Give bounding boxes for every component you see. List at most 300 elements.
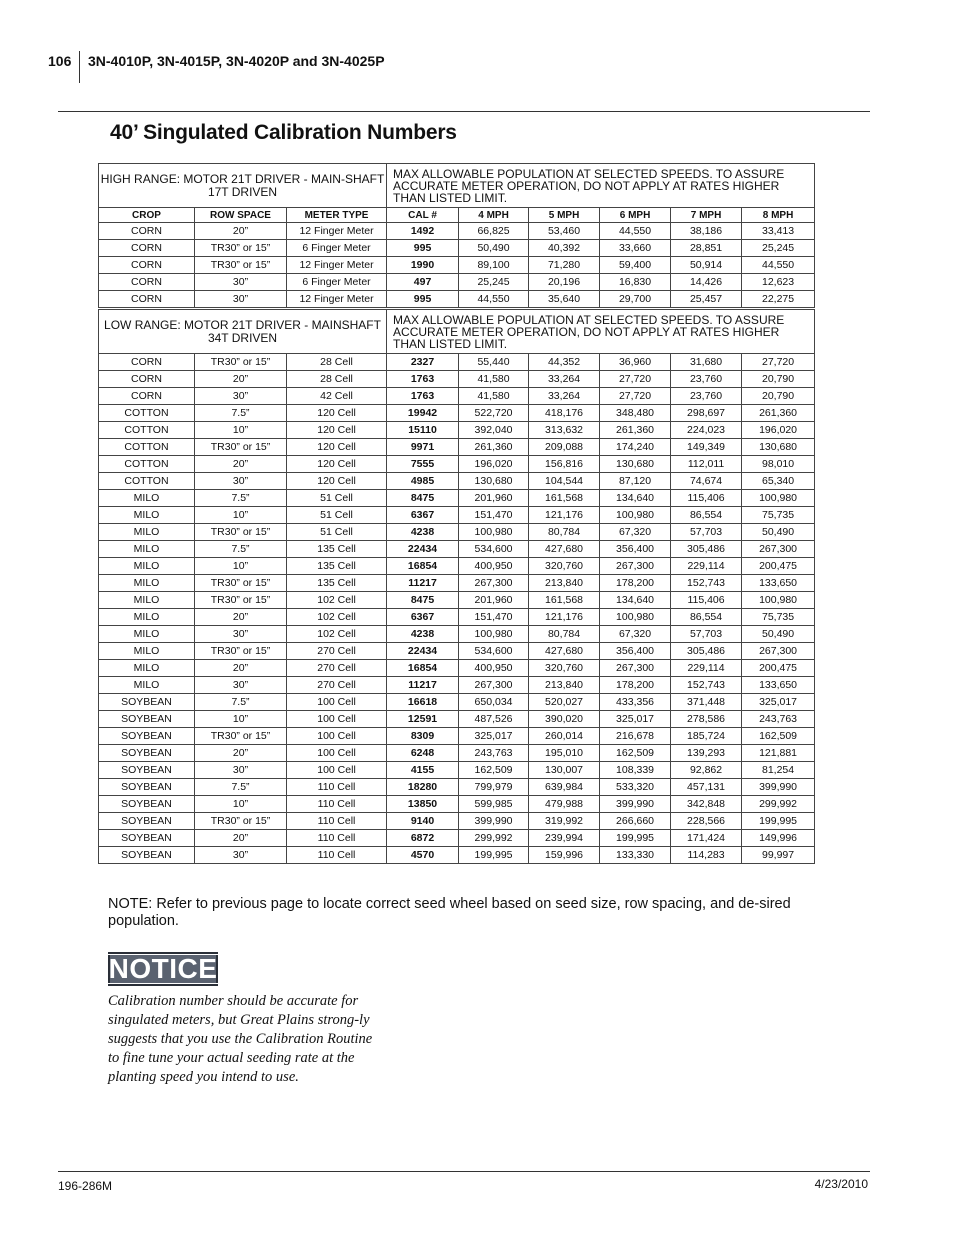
- table-cell: 497: [387, 274, 459, 291]
- table-row: [99, 422, 815, 439]
- column-header: CROP: [99, 208, 195, 223]
- column-header: 7 MPH: [671, 208, 742, 223]
- table-cell: 13850: [387, 796, 459, 813]
- table-cell: 44,550: [459, 291, 529, 309]
- document-title: 3N-4010P, 3N-4015P, 3N-4020P and 3N-4025P: [88, 53, 385, 69]
- table-cell: CORN: [99, 257, 195, 274]
- table-cell: SOYBEAN: [99, 796, 195, 813]
- table-cell: 110 Cell: [287, 779, 387, 796]
- table-cell: 57,703: [671, 524, 742, 541]
- table-cell: 51 Cell: [287, 507, 387, 524]
- notice-badge: [108, 952, 218, 986]
- table-cell: 33,660: [600, 240, 671, 257]
- table-cell: 418,176: [529, 405, 600, 422]
- table-cell: 20”: [195, 745, 287, 762]
- column-header: 5 MPH: [529, 208, 600, 223]
- table-cell: 40,392: [529, 240, 600, 257]
- table-cell: 115,406: [671, 490, 742, 507]
- table-cell: 41,580: [459, 371, 529, 388]
- table-cell: 87,120: [600, 473, 671, 490]
- notice-body: Calibration number should be accurate for singulated meters, but Great Plains strong-ly suggests that you use the Calibration Routine to fine tune your actual seeding rate at the planting speed you intend to use.: [108, 993, 373, 1085]
- table-cell: 319,992: [529, 813, 600, 830]
- table-cell: 457,131: [671, 779, 742, 796]
- table-cell: 213,840: [529, 575, 600, 592]
- table-cell: 120 Cell: [287, 473, 387, 490]
- table-cell: 325,017: [742, 694, 815, 711]
- table-cell: 400,950: [459, 558, 529, 575]
- table-cell: 29,700: [600, 291, 671, 309]
- table-cell: 139,293: [671, 745, 742, 762]
- table-cell: MILO: [99, 609, 195, 626]
- table-cell: 1990: [387, 257, 459, 274]
- table-cell: 178,200: [600, 575, 671, 592]
- table-cell: 299,992: [742, 796, 815, 813]
- table-cell: MILO: [99, 643, 195, 660]
- table-cell: 102 Cell: [287, 609, 387, 626]
- table-row: [99, 291, 815, 309]
- table-cell: 120 Cell: [287, 405, 387, 422]
- table-cell: 162,509: [600, 745, 671, 762]
- table-cell: 20”: [195, 609, 287, 626]
- page-number: 106: [48, 53, 72, 69]
- table-row: [99, 257, 815, 274]
- table-cell: 134,640: [600, 592, 671, 609]
- table-cell: 133,650: [742, 677, 815, 694]
- table-cell: 10”: [195, 711, 287, 728]
- table-cell: 110 Cell: [287, 847, 387, 864]
- table-cell: MILO: [99, 558, 195, 575]
- table-row: [99, 728, 815, 745]
- table-row: [99, 354, 815, 371]
- table-cell: MILO: [99, 677, 195, 694]
- table-cell: 267,300: [459, 677, 529, 694]
- document-number: 196-286M: [58, 1179, 113, 1193]
- table-cell: 1763: [387, 371, 459, 388]
- table-cell: 200,475: [742, 558, 815, 575]
- table-cell: 267,300: [600, 558, 671, 575]
- table-cell: 229,114: [671, 660, 742, 677]
- table-row: [99, 779, 815, 796]
- table-cell: 298,697: [671, 405, 742, 422]
- table-cell: 243,763: [742, 711, 815, 728]
- low-range-description: LOW RANGE: MOTOR 21T DRIVER - MAINSHAFT 34T DRIVEN: [99, 309, 387, 354]
- table-cell: 30”: [195, 291, 287, 309]
- table-row: [99, 456, 815, 473]
- table-cell: 4570: [387, 847, 459, 864]
- table-cell: 121,881: [742, 745, 815, 762]
- table-cell: 120 Cell: [287, 456, 387, 473]
- table-cell: 28,851: [671, 240, 742, 257]
- table-row: [99, 711, 815, 728]
- table-cell: 102 Cell: [287, 592, 387, 609]
- table-cell: 200,475: [742, 660, 815, 677]
- table-cell: COTTON: [99, 439, 195, 456]
- table-cell: COTTON: [99, 422, 195, 439]
- table-cell: 6367: [387, 609, 459, 626]
- table-cell: 399,990: [600, 796, 671, 813]
- table-cell: 152,743: [671, 575, 742, 592]
- table-cell: TR30” or 15”: [195, 728, 287, 745]
- table-cell: SOYBEAN: [99, 745, 195, 762]
- table-cell: SOYBEAN: [99, 711, 195, 728]
- table-cell: 599,985: [459, 796, 529, 813]
- table-cell: 67,320: [600, 524, 671, 541]
- table-cell: 161,568: [529, 592, 600, 609]
- table-cell: 534,600: [459, 643, 529, 660]
- table-cell: 81,254: [742, 762, 815, 779]
- table-cell: MILO: [99, 524, 195, 541]
- table-cell: 100,980: [459, 626, 529, 643]
- table-cell: 196,020: [742, 422, 815, 439]
- column-header: CAL #: [387, 208, 459, 223]
- table-cell: 171,424: [671, 830, 742, 847]
- low-range-limit-note: MAX ALLOWABLE POPULATION AT SELECTED SPEEDS. TO ASSURE ACCURATE METER OPERATION, DO NOT APPLY AT RATES HIGHER THAN LISTED LIMIT.: [387, 309, 815, 354]
- table-row: [99, 473, 815, 490]
- table-cell: 100,980: [459, 524, 529, 541]
- table-cell: 110 Cell: [287, 830, 387, 847]
- table-row: [99, 847, 815, 864]
- table-cell: 8475: [387, 592, 459, 609]
- table-cell: 7.5”: [195, 405, 287, 422]
- table-cell: 30”: [195, 473, 287, 490]
- table-cell: 522,720: [459, 405, 529, 422]
- table-cell: 427,680: [529, 643, 600, 660]
- table-cell: 213,840: [529, 677, 600, 694]
- table-cell: MILO: [99, 660, 195, 677]
- table-cell: SOYBEAN: [99, 694, 195, 711]
- table-cell: CORN: [99, 354, 195, 371]
- table-cell: TR30” or 15”: [195, 813, 287, 830]
- table-cell: 487,526: [459, 711, 529, 728]
- table-cell: 75,735: [742, 507, 815, 524]
- table-cell: 267,300: [742, 643, 815, 660]
- table-row: [99, 439, 815, 456]
- table-cell: 20”: [195, 223, 287, 240]
- top-rule: [58, 111, 870, 112]
- table-cell: 239,994: [529, 830, 600, 847]
- table-cell: 30”: [195, 677, 287, 694]
- table-row: [99, 660, 815, 677]
- table-cell: SOYBEAN: [99, 728, 195, 745]
- table-row: [99, 507, 815, 524]
- table-cell: 229,114: [671, 558, 742, 575]
- table-cell: 6 Finger Meter: [287, 274, 387, 291]
- table-cell: COTTON: [99, 405, 195, 422]
- table-cell: 267,300: [600, 660, 671, 677]
- table-cell: 201,960: [459, 490, 529, 507]
- table-cell: 71,280: [529, 257, 600, 274]
- table-cell: MILO: [99, 541, 195, 558]
- table-cell: 7.5”: [195, 779, 287, 796]
- table-cell: 162,509: [459, 762, 529, 779]
- table-row: [99, 677, 815, 694]
- table-cell: 639,984: [529, 779, 600, 796]
- column-header: METER TYPE: [287, 208, 387, 223]
- table-row: [99, 371, 815, 388]
- table-row: [99, 388, 815, 405]
- table-cell: TR30” or 15”: [195, 240, 287, 257]
- table-cell: 25,245: [459, 274, 529, 291]
- table-cell: 209,088: [529, 439, 600, 456]
- table-cell: 4238: [387, 524, 459, 541]
- bottom-rule: [58, 1171, 870, 1172]
- table-cell: 325,017: [459, 728, 529, 745]
- table-cell: 392,040: [459, 422, 529, 439]
- column-header-row: [99, 208, 815, 223]
- table-cell: 135 Cell: [287, 575, 387, 592]
- table-cell: SOYBEAN: [99, 779, 195, 796]
- table-cell: 30”: [195, 762, 287, 779]
- table-cell: 12591: [387, 711, 459, 728]
- table-cell: 479,988: [529, 796, 600, 813]
- table-row: [99, 240, 815, 257]
- high-range-limit-note: MAX ALLOWABLE POPULATION AT SELECTED SPEEDS. TO ASSURE ACCURATE METER OPERATION, DO NOT APPLY AT RATES HIGHER THAN LISTED LIMIT.: [387, 164, 815, 208]
- table-cell: 16854: [387, 558, 459, 575]
- table-row: [99, 609, 815, 626]
- table-cell: SOYBEAN: [99, 847, 195, 864]
- table-cell: 53,460: [529, 223, 600, 240]
- table-cell: 110 Cell: [287, 796, 387, 813]
- table-cell: 196,020: [459, 456, 529, 473]
- table-cell: 4985: [387, 473, 459, 490]
- table-cell: 121,176: [529, 609, 600, 626]
- table-cell: 19942: [387, 405, 459, 422]
- table-cell: 267,300: [742, 541, 815, 558]
- table-cell: 33,264: [529, 388, 600, 405]
- table-cell: 100,980: [600, 507, 671, 524]
- table-cell: 278,586: [671, 711, 742, 728]
- table-cell: COTTON: [99, 473, 195, 490]
- table-cell: CORN: [99, 388, 195, 405]
- table-cell: SOYBEAN: [99, 830, 195, 847]
- table-cell: 270 Cell: [287, 677, 387, 694]
- table-cell: 16854: [387, 660, 459, 677]
- table-cell: 28 Cell: [287, 354, 387, 371]
- table-cell: 390,020: [529, 711, 600, 728]
- table-cell: 25,245: [742, 240, 815, 257]
- column-header: 6 MPH: [600, 208, 671, 223]
- table-cell: 356,400: [600, 541, 671, 558]
- table-cell: 100 Cell: [287, 745, 387, 762]
- table-cell: TR30” or 15”: [195, 524, 287, 541]
- table-cell: 99,997: [742, 847, 815, 864]
- table-cell: 20,790: [742, 388, 815, 405]
- table-cell: 27,720: [742, 354, 815, 371]
- table-cell: 134,640: [600, 490, 671, 507]
- table-cell: 149,996: [742, 830, 815, 847]
- table-cell: 8309: [387, 728, 459, 745]
- table-cell: 20”: [195, 660, 287, 677]
- table-cell: 151,470: [459, 507, 529, 524]
- table-cell: 305,486: [671, 643, 742, 660]
- table-cell: 348,480: [600, 405, 671, 422]
- table-cell: 30”: [195, 626, 287, 643]
- table-cell: 50,490: [459, 240, 529, 257]
- calibration-table: [98, 163, 815, 864]
- table-cell: 16618: [387, 694, 459, 711]
- table-cell: 356,400: [600, 643, 671, 660]
- table-cell: 16,830: [600, 274, 671, 291]
- table-cell: MILO: [99, 575, 195, 592]
- table-cell: 100 Cell: [287, 728, 387, 745]
- table-cell: 162,509: [742, 728, 815, 745]
- table-cell: 57,703: [671, 626, 742, 643]
- table-cell: 270 Cell: [287, 660, 387, 677]
- table-cell: CORN: [99, 223, 195, 240]
- table-cell: 10”: [195, 422, 287, 439]
- table-cell: 120 Cell: [287, 422, 387, 439]
- table-cell: 261,360: [742, 405, 815, 422]
- table-cell: 133,650: [742, 575, 815, 592]
- table-cell: 30”: [195, 274, 287, 291]
- table-cell: 7.5”: [195, 694, 287, 711]
- table-cell: MILO: [99, 490, 195, 507]
- table-cell: 399,990: [459, 813, 529, 830]
- table-cell: 199,995: [600, 830, 671, 847]
- table-cell: 98,010: [742, 456, 815, 473]
- table-cell: 6 Finger Meter: [287, 240, 387, 257]
- table-cell: 243,763: [459, 745, 529, 762]
- table-cell: 149,349: [671, 439, 742, 456]
- table-cell: 55,440: [459, 354, 529, 371]
- table-cell: 12 Finger Meter: [287, 223, 387, 240]
- table-cell: 130,680: [459, 473, 529, 490]
- note-text: NOTE: Refer to previous page to locate correct seed wheel based on seed size, row spacing, and de-sired population.: [108, 896, 791, 929]
- table-row: [99, 223, 815, 240]
- table-cell: 20”: [195, 371, 287, 388]
- table-cell: 199,995: [459, 847, 529, 864]
- table-cell: 156,816: [529, 456, 600, 473]
- table-cell: 520,027: [529, 694, 600, 711]
- table-cell: 261,360: [600, 422, 671, 439]
- table-row: [99, 592, 815, 609]
- table-cell: 10”: [195, 558, 287, 575]
- table-cell: SOYBEAN: [99, 762, 195, 779]
- table-cell: 12 Finger Meter: [287, 291, 387, 309]
- table-cell: 42 Cell: [287, 388, 387, 405]
- table-cell: 120 Cell: [287, 439, 387, 456]
- low-range-header-row: [99, 309, 815, 354]
- table-cell: CORN: [99, 371, 195, 388]
- table-cell: 22434: [387, 541, 459, 558]
- table-row: [99, 813, 815, 830]
- table-cell: 4238: [387, 626, 459, 643]
- table-cell: 201,960: [459, 592, 529, 609]
- table-cell: 108,339: [600, 762, 671, 779]
- table-cell: 100 Cell: [287, 762, 387, 779]
- table-cell: 100,980: [742, 490, 815, 507]
- table-cell: 6248: [387, 745, 459, 762]
- column-header: 4 MPH: [459, 208, 529, 223]
- table-cell: 100,980: [600, 609, 671, 626]
- table-cell: 799,979: [459, 779, 529, 796]
- table-cell: 18280: [387, 779, 459, 796]
- table-cell: 65,340: [742, 473, 815, 490]
- table-cell: 30”: [195, 388, 287, 405]
- table-cell: 50,914: [671, 257, 742, 274]
- table-cell: 266,660: [600, 813, 671, 830]
- table-cell: 28 Cell: [287, 371, 387, 388]
- table-cell: 44,352: [529, 354, 600, 371]
- table-row: [99, 405, 815, 422]
- table-row: [99, 796, 815, 813]
- table-cell: 320,760: [529, 660, 600, 677]
- table-cell: MILO: [99, 592, 195, 609]
- table-cell: 104,544: [529, 473, 600, 490]
- table-cell: 534,600: [459, 541, 529, 558]
- table-cell: 178,200: [600, 677, 671, 694]
- table-cell: 1492: [387, 223, 459, 240]
- table-cell: 342,848: [671, 796, 742, 813]
- table-cell: 59,400: [600, 257, 671, 274]
- table-cell: 267,300: [459, 575, 529, 592]
- table-cell: 50,490: [742, 626, 815, 643]
- table-cell: 114,283: [671, 847, 742, 864]
- table-cell: 185,724: [671, 728, 742, 745]
- table-cell: 89,100: [459, 257, 529, 274]
- table-cell: 80,784: [529, 626, 600, 643]
- table-cell: 130,680: [742, 439, 815, 456]
- table-cell: 9971: [387, 439, 459, 456]
- table-cell: CORN: [99, 274, 195, 291]
- table-cell: 121,176: [529, 507, 600, 524]
- table-cell: 11217: [387, 575, 459, 592]
- table-cell: 533,320: [600, 779, 671, 796]
- notice-label: NOTICE: [105, 954, 222, 984]
- table-cell: 12,623: [742, 274, 815, 291]
- table-cell: COTTON: [99, 456, 195, 473]
- table-cell: 38,186: [671, 223, 742, 240]
- table-cell: 100,980: [742, 592, 815, 609]
- table-cell: 6367: [387, 507, 459, 524]
- table-cell: MILO: [99, 507, 195, 524]
- table-cell: 100 Cell: [287, 694, 387, 711]
- table-cell: 130,007: [529, 762, 600, 779]
- table-row: [99, 745, 815, 762]
- table-cell: 399,990: [742, 779, 815, 796]
- table-cell: 1763: [387, 388, 459, 405]
- table-cell: 2327: [387, 354, 459, 371]
- table-cell: 92,862: [671, 762, 742, 779]
- table-cell: 22,275: [742, 291, 815, 309]
- section-title: 40’ Singulated Calibration Numbers: [110, 121, 457, 144]
- table-cell: TR30” or 15”: [195, 592, 287, 609]
- table-row: [99, 575, 815, 592]
- table-cell: 44,550: [742, 257, 815, 274]
- table-cell: 8475: [387, 490, 459, 507]
- table-cell: 4155: [387, 762, 459, 779]
- table-cell: 7555: [387, 456, 459, 473]
- table-cell: 75,735: [742, 609, 815, 626]
- table-cell: MILO: [99, 626, 195, 643]
- table-cell: TR30” or 15”: [195, 643, 287, 660]
- table-cell: 270 Cell: [287, 643, 387, 660]
- table-cell: 433,356: [600, 694, 671, 711]
- table-cell: 23,760: [671, 388, 742, 405]
- table-cell: 261,360: [459, 439, 529, 456]
- table-cell: 50,490: [742, 524, 815, 541]
- table-cell: 995: [387, 240, 459, 257]
- table-cell: 11217: [387, 677, 459, 694]
- table-cell: TR30” or 15”: [195, 354, 287, 371]
- table-cell: 400,950: [459, 660, 529, 677]
- table-cell: 6872: [387, 830, 459, 847]
- table-cell: 224,023: [671, 422, 742, 439]
- table-cell: SOYBEAN: [99, 813, 195, 830]
- table-cell: 110 Cell: [287, 813, 387, 830]
- table-cell: 313,632: [529, 422, 600, 439]
- table-cell: 102 Cell: [287, 626, 387, 643]
